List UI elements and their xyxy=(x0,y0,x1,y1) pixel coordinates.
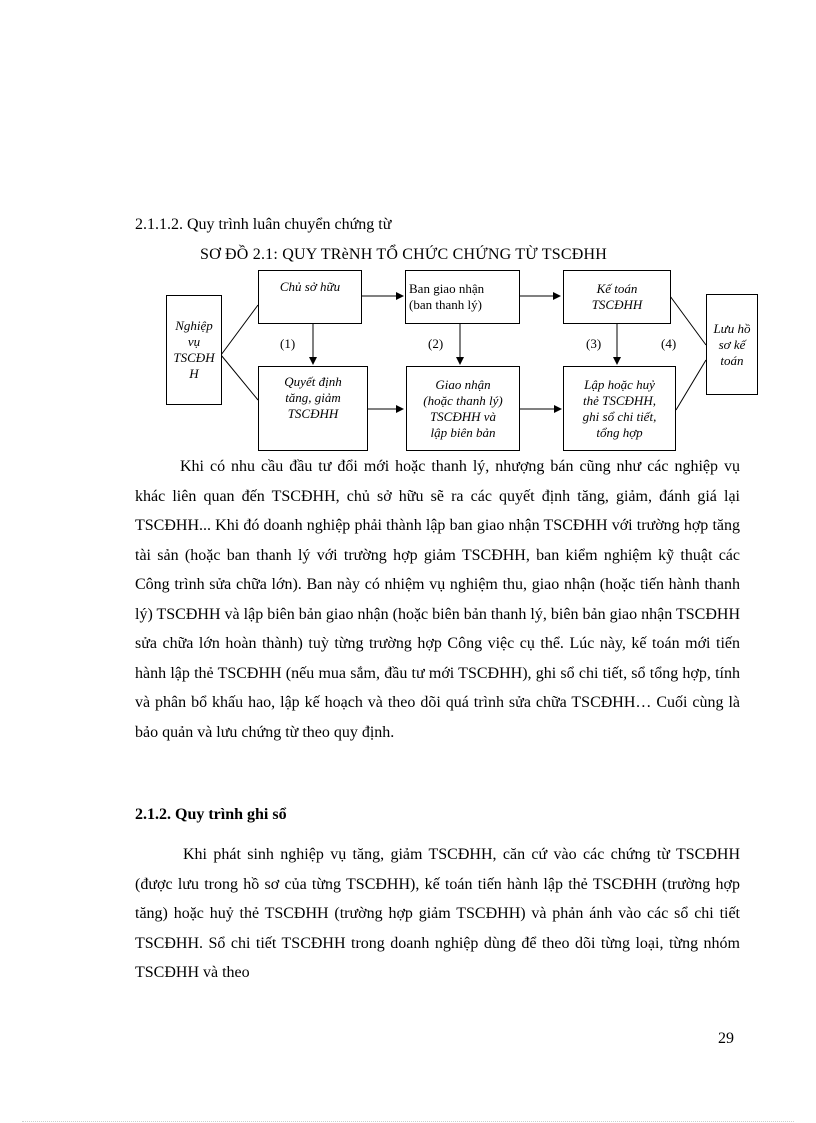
box-ban-giao-nhan: Ban giao nhận (ban thanh lý) xyxy=(405,270,520,324)
section-subheading: 2.1.2. Quy trình ghi sổ xyxy=(135,806,287,823)
box-nghiep-vu: Nghiệp vụ TSCĐH H xyxy=(166,295,222,405)
step-label-2: (2) xyxy=(428,336,444,351)
step-label-1: (1) xyxy=(280,336,296,351)
paragraph-2-text: Khi phát sinh nghiệp vụ tăng, giảm TSCĐHH, căn cứ vào các chứng từ TSCĐHH (được lưu trong hồ sơ của từng TSCĐHH), kế toán tiến hành lập thẻ TSCĐHH (trường hợp tăng) hoặc huỷ thẻ TSCĐHH (trường hợp giảm TSCĐHH) và phản ánh vào các sổ chi tiết TSCĐHH. Sổ chi tiết TSCĐHH trong doanh nghiệp dùng để theo dõi từng loại, từng nhóm TSCĐHH và theo xyxy=(135,846,740,981)
paragraph-1-text: Khi có nhu cầu đầu tư đổi mới hoặc thanh lý, nhượng bán cũng như các nghiệp vụ khác liên quan đến TSCĐHH, chủ sở hữu sẽ ra các quyết định tăng, giảm, đánh giá lại TSCĐHH... Khi đó doanh nghiệp phải thành lập ban giao nhận TSCĐHH với trường hợp tăng tài sản (hoặc ban thanh lý với trường hợp giảm TSCĐHH, ban kiểm nghiệm kỹ thuật các Công trình sửa chữa lớn). Ban này có nhiệm vụ nghiệm thu, giao nhận (hoặc tiến hành thanh lý) TSCĐHH và lập biên bản giao nhận (hoặc biên bản thanh lý, biên bản giao nhận TSCĐHH sửa chữa lớn hoàn thành) tuỳ từng trường hợp Công việc cụ thể. Lúc này, kế toán mới tiến hành lập thẻ TSCĐHH (nếu mua sắm, đầu tư mới TSCĐHH), ghi sổ chi tiết, sổ tổng hợp, tính và phân bổ khấu hao, lập kế hoạch và theo dõi quá trình sửa chữa TSCĐHH… Cuối cùng là bảo quản và lưu chứng từ theo quy định. xyxy=(135,458,740,741)
page-number: 29 xyxy=(718,1030,734,1047)
paragraph-2 xyxy=(135,840,740,988)
box-ke-toan: Kế toán TSCĐHH xyxy=(563,270,671,324)
box-giao-nhan: Giao nhận (hoặc thanh lý) TSCĐHH và lập biên bản xyxy=(406,366,520,451)
box-lap-the: Lập hoặc huỷ thẻ TSCĐHH, ghi sổ chi tiết, tổng hợp xyxy=(563,366,676,451)
diagram-title: SƠ ĐỒ 2.1: QUY TRèNH TỔ CHỨC CHỨNG TỪ TSCĐHH xyxy=(200,246,607,263)
step-label-3: (3) xyxy=(586,336,602,351)
box-luu-ho-so: Lưu hồ sơ kế toán xyxy=(706,294,758,395)
connector-line xyxy=(221,305,258,355)
step-label-4: (4) xyxy=(661,336,677,351)
box-chu-so-huu: Chủ sở hữu xyxy=(258,270,362,324)
page-bottom-divider xyxy=(22,1121,794,1122)
box-quyet-dinh: Quyết định tăng, giảm TSCĐHH xyxy=(258,366,368,451)
paragraph-1 xyxy=(135,452,740,747)
connector-line xyxy=(221,355,258,400)
section-heading: 2.1.1.2. Quy trình luân chuyển chứng từ xyxy=(135,216,392,233)
connector-line xyxy=(676,360,706,410)
